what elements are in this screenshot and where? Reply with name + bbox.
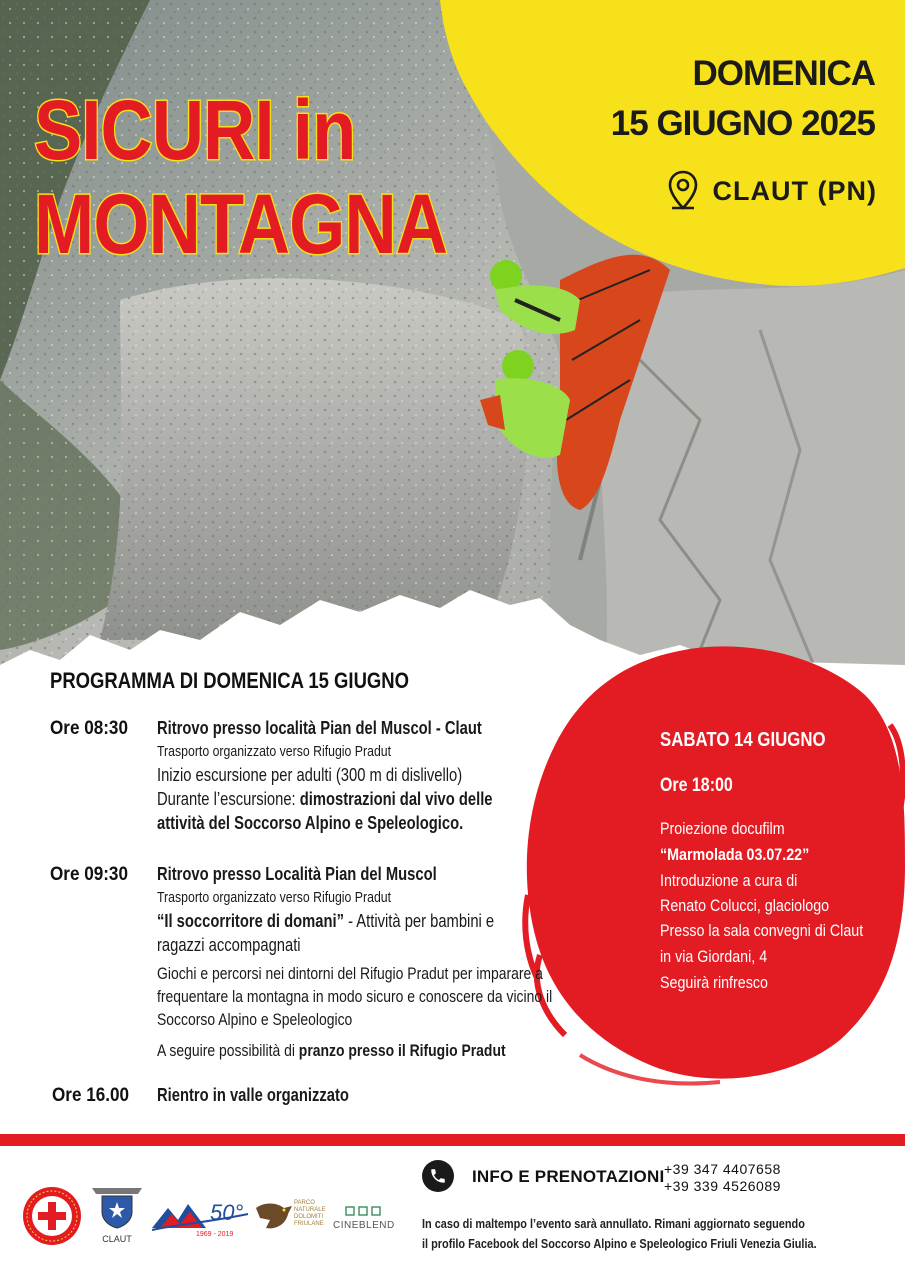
location-text: CLAUT (PN) [712, 175, 877, 206]
map-pin-icon [667, 170, 699, 212]
saturday-time: Ore 18:00 [660, 775, 733, 796]
saturday-venue: Presso la sala convegni di Claut [660, 921, 864, 940]
block1-demo-bold: dimostrazioni dal vivo delle [299, 789, 493, 809]
saturday-screening: Proiezione docufilm [660, 819, 785, 838]
cineblend-logo: CINEBLEND [333, 1220, 395, 1231]
block1-activities: attività del Soccorso Alpino e Speleologico. [157, 813, 464, 833]
anniversary-number: 50° [210, 1200, 244, 1225]
phone-number-2[interactable]: +39 339 4526089 [664, 1178, 781, 1194]
saturday-address: in via Giordani, 4 [660, 947, 768, 966]
parco-line-1: PARCO [294, 1200, 315, 1206]
time-0830: Ore 08:30 [50, 718, 128, 739]
anniversary-years: 1969 - 2019 [196, 1231, 234, 1238]
event-location [667, 170, 877, 212]
block2-transport: Trasporto organizzato verso Rifugio Pradut [157, 889, 392, 906]
block2-lunch [157, 1041, 506, 1061]
parco-line-3: DOLOMITI [294, 1214, 324, 1220]
block1-transport: Trasporto organizzato verso Rifugio Pradut [157, 743, 392, 760]
saturday-heading: SABATO 14 GIUGNO [660, 729, 826, 751]
block2-games-1: Giochi e percorsi nei dintorni del Rifugio Pradut per imparare a [157, 964, 543, 983]
event-day: DOMENICA [692, 54, 875, 93]
cineblend-icon [342, 1206, 386, 1218]
program-heading: PROGRAMMA DI DOMENICA 15 GIUGNO [50, 668, 410, 693]
block1-demo-intro: Durante l’escursione: [157, 789, 300, 809]
title-line-2: MONTAGNA [34, 177, 448, 271]
block1-hike: Inizio escursione per adulti (300 m di dislivello) [157, 765, 463, 785]
block2-kids-title: “Il soccorritore di domani” [157, 911, 344, 931]
block1-demo [157, 789, 493, 810]
time-1600: Ore 16.00 [52, 1085, 130, 1106]
cnsas-logo [22, 1186, 82, 1246]
parco-line-2: NATURALE [294, 1207, 326, 1213]
claut-caption: CLAUT [102, 1234, 132, 1244]
block2-kids-desc: - Attività per bambini e [343, 911, 495, 931]
anniversary-50-logo [150, 1194, 250, 1238]
time-0930: Ore 09:30 [50, 864, 128, 885]
saturday-refreshment: Seguirà rinfresco [660, 973, 768, 992]
parco-line-4: FRIULANE [294, 1221, 324, 1227]
block3-return: Rientro in valle organizzato [157, 1085, 349, 1105]
footer-red-bar [0, 1134, 905, 1146]
saturday-intro: Introduzione a cura di [660, 871, 798, 890]
info-label: INFO E PRENOTAZIONI [472, 1167, 665, 1186]
block2-games-2: frequentare la montagna in modo sicuro e conoscere da vicino il [157, 987, 553, 1006]
block1-meeting: Ritrovo presso località Pian del Muscol - Claut [157, 718, 482, 738]
phone-number-1[interactable]: +39 347 4407658 [664, 1161, 781, 1177]
saturday-speaker: Renato Colucci, glaciologo [660, 896, 830, 915]
block2-games-3: Soccorso Alpino e Speleologico [157, 1010, 353, 1029]
parco-caption [294, 1200, 326, 1228]
block2-kids-2: ragazzi accompagnati [157, 935, 301, 955]
block2-lunch-bold: pranzo presso il Rifugio Pradut [298, 1041, 506, 1060]
weather-note-2: il profilo Facebook del Soccorso Alpino e Speleologico Friuli Venezia Giulia. [422, 1236, 817, 1251]
block2-kids [157, 911, 494, 932]
block2-lunch-intro: A seguire possibilità di [157, 1041, 299, 1060]
title-line-1: SICURI in [34, 83, 356, 177]
saturday-film-title: “Marmolada 03.07.22” [660, 845, 810, 864]
weather-note-1: In caso di maltempo l’evento sarà annullato. Rimani aggiornato seguendo [422, 1216, 805, 1231]
claut-coat-of-arms [88, 1184, 146, 1230]
phone-icon [422, 1160, 454, 1192]
event-date: 15 GIUGNO 2025 [610, 104, 875, 143]
block2-meeting: Ritrovo presso Località Pian del Muscol [157, 864, 437, 884]
eagle-park-logo [254, 1198, 294, 1232]
